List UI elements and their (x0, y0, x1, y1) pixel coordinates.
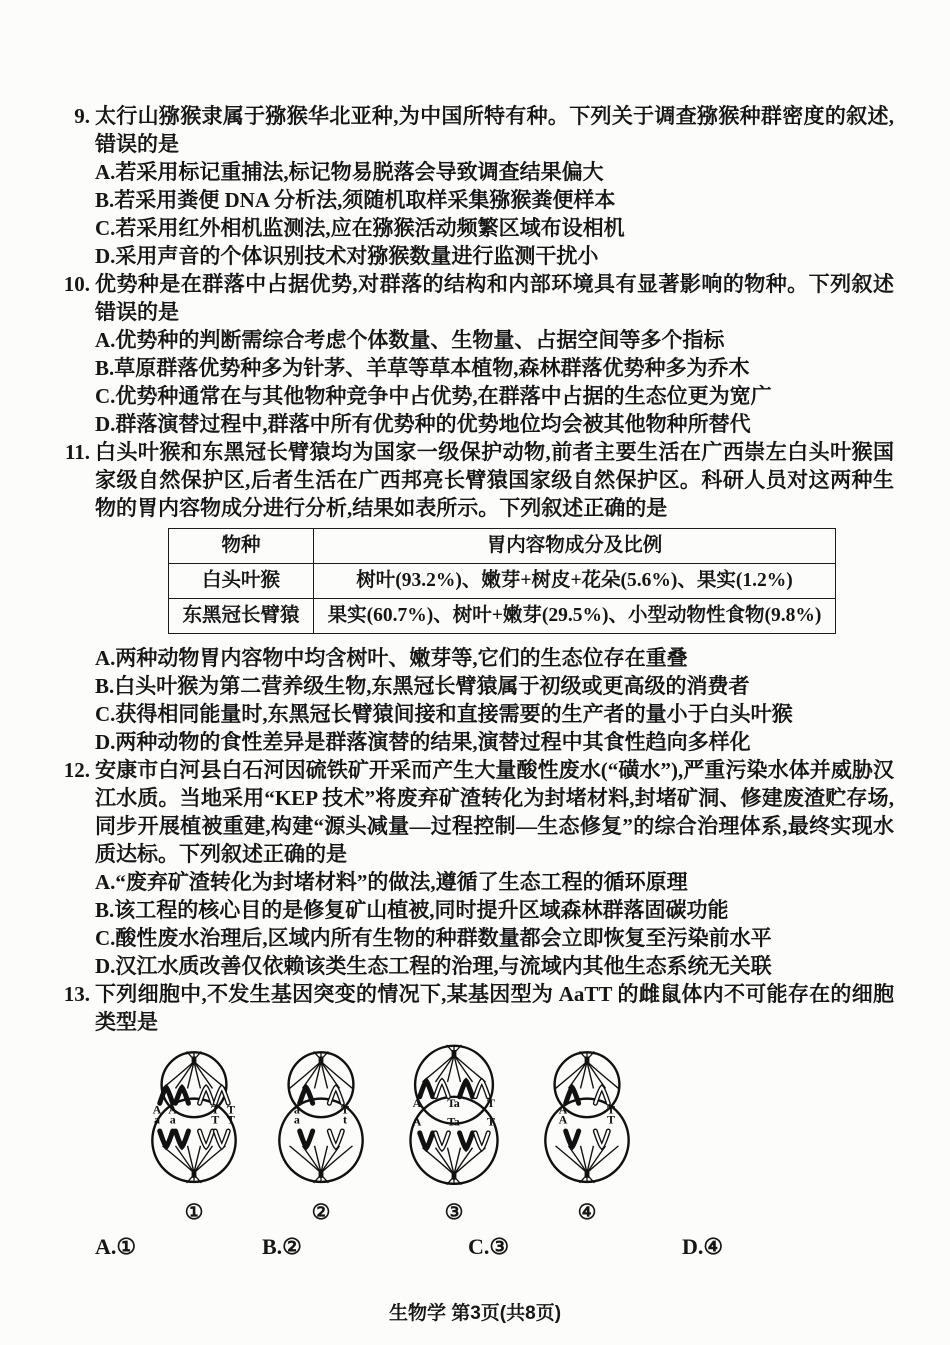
cell-diagram-label: ① (184, 1200, 204, 1224)
svg-text:a: a (153, 1112, 160, 1127)
cell-diagram-1 (138, 1044, 250, 1224)
stomach-contents-table (168, 528, 836, 634)
question-9 (0, 102, 950, 270)
option-d: D.群落演替过程中,群落中所有优势种的优势地位均会被其他物种所替代 (95, 412, 751, 436)
question-number: 11. (64, 440, 90, 464)
question-13 (0, 980, 950, 1036)
question-stem: 白头叶猴和东黑冠长臂猿均为国家一级保护动物,前者主要生活在广西崇左白头叶猴国家级自然保护区,后者生活在广西邦亮长臂猿国家级自然保护区。科研人员对这两种生物的胃内容物成分进行分析,结果如表所示。下列叙述正确的是 (95, 440, 894, 520)
option-a: A.若采用标记重捕法,标记物易脱落会导致调查结果偏大 (95, 160, 604, 184)
option-b: B.白头叶猴为第二营养级生物,东黑冠长臂猿属于初级或更高级的消费者 (95, 674, 750, 698)
option-d: D.两种动物的食性差异是群落演替的结果,演替过程中其食性趋向多样化 (95, 730, 751, 754)
svg-text:A: A (152, 1102, 162, 1117)
cell-diagram-2 (265, 1044, 377, 1224)
question-stem: 下列细胞中,不发生基因突变的情况下,某基因型为 AaTT 的雌鼠体内不可能存在的细胞类型是 (95, 982, 894, 1034)
page-footer: 生物学 第3页(共8页) (388, 1303, 562, 1324)
svg-text:T: T (211, 1102, 220, 1117)
question-number: 13. (63, 982, 90, 1006)
svg-text:a: a (293, 1102, 300, 1117)
question-number: 9. (74, 104, 90, 128)
svg-text:t: t (343, 1112, 348, 1127)
table-header-species: 物种 (169, 529, 314, 564)
cell-diagrams (138, 1044, 643, 1224)
table-header-contents: 胃内容物成分及比例 (314, 529, 836, 564)
table-cell-species: 东黑冠长臂猿 (169, 599, 314, 634)
question-stem: 优势种是在群落中占据优势,对群落的结构和内部环境具有显著影响的物种。下列叙述错误的是 (95, 272, 894, 324)
svg-text:T: T (607, 1112, 616, 1127)
cell-diagram-label: ④ (577, 1200, 597, 1224)
option-c: C.③ (468, 1234, 510, 1259)
question-stem: 太行山猕猴隶属于猕猴华北亚种,为中国所特有种。下列关于调查猕猴种群密度的叙述,错误的是 (95, 104, 894, 156)
svg-text:A: A (168, 1102, 178, 1117)
svg-text:T: T (227, 1112, 236, 1127)
svg-text:a: a (453, 1095, 460, 1110)
question-number: 12. (63, 758, 90, 782)
option-a: A.两种动物胃内容物中均含树叶、嫩芽等,它们的生态位存在重叠 (95, 646, 688, 670)
svg-text:T: T (607, 1102, 616, 1117)
question-13-answer-row (0, 1232, 950, 1268)
svg-text:a: a (293, 1112, 300, 1127)
question-stem: 安康市白河县白石河因硫铁矿开采而产生大量酸性废水(“磺水”),严重污染水体并威胁汉江水质。当地采用“KEP 技术”将废弃矿渣转化为封堵材料,封堵矿洞、修建废渣贮存场,同步开展植被重建,构建“源头减量—过程控制—生态修复”的综合治理体系,最终实现水质达标。下列叙述正确的是 (95, 758, 894, 866)
cell-diagram-label: ③ (444, 1200, 464, 1224)
option-c: C.获得相同能量时,东黑冠长臂猿间接和直接需要的生产者的量小于白头叶猴 (95, 702, 793, 726)
option-b: B.草原群落优势种多为针茅、羊草等草本植物,森林群落优势种多为乔木 (95, 356, 750, 380)
table-cell-contents: 果实(60.7%)、树叶+嫩芽(29.5%)、小型动物性食物(9.8%) (314, 599, 836, 634)
table-cell-contents: 树叶(93.2%)、嫩芽+树皮+花朵(5.6%)、果实(1.2%) (314, 564, 836, 599)
svg-text:T: T (341, 1102, 350, 1117)
svg-text:A: A (412, 1095, 422, 1110)
option-d: D.④ (682, 1234, 724, 1259)
option-b: B.② (262, 1234, 302, 1259)
svg-text:T: T (447, 1114, 456, 1129)
cell-diagram-4 (531, 1044, 643, 1224)
svg-text:A: A (558, 1102, 568, 1117)
question-10 (0, 270, 950, 438)
dividing-cell-drawing (138, 1044, 250, 1199)
svg-text:T: T (487, 1114, 496, 1129)
option-a: A.① (95, 1234, 137, 1259)
question-12 (0, 756, 950, 980)
svg-text:T: T (211, 1112, 220, 1127)
cell-diagram-3 (392, 1044, 516, 1224)
option-a: A.优势种的判断需综合考虑个体数量、生物量、占据空间等多个指标 (95, 328, 725, 352)
table-header-row (169, 529, 836, 564)
svg-text:a: a (453, 1114, 460, 1129)
svg-text:T: T (487, 1095, 496, 1110)
svg-text:A: A (558, 1112, 568, 1127)
question-number: 10. (63, 272, 90, 296)
svg-text:T: T (447, 1095, 456, 1110)
dividing-cell-drawing (392, 1044, 516, 1199)
svg-text:T: T (227, 1102, 236, 1117)
svg-text:A: A (412, 1114, 422, 1129)
option-a: A.“废弃矿渣转化为封堵材料”的做法,遵循了生态工程的循环原理 (95, 870, 688, 894)
dividing-cell-drawing (531, 1044, 643, 1199)
option-b: B.该工程的核心目的是修复矿山植被,同时提升区域森林群落固碳功能 (95, 898, 729, 922)
option-d: D.采用声音的个体识别技术对猕猴数量进行监测干扰小 (95, 244, 599, 268)
table-cell-species: 白头叶猴 (169, 564, 314, 599)
option-c: C.若采用红外相机监测法,应在猕猴活动频繁区域布设相机 (95, 216, 625, 240)
table-row (169, 564, 836, 599)
option-d: D.汉江水质改善仅依赖该类生态工程的治理,与流域内其他生态系统无关联 (95, 954, 772, 978)
option-c: C.酸性废水治理后,区域内所有生物的种群数量都会立即恢复至污染前水平 (95, 926, 772, 950)
dividing-cell-drawing (265, 1044, 377, 1199)
cell-diagram-label: ② (311, 1200, 331, 1224)
option-b: B.若采用粪便 DNA 分析法,须随机取样采集猕猴粪便样本 (95, 188, 616, 212)
question-11 (0, 438, 950, 756)
svg-text:a: a (169, 1112, 176, 1127)
option-c: C.优势种通常在与其他物种竞争中占优势,在群落中占据的生态位更为宽广 (95, 384, 772, 408)
table-row (169, 599, 836, 634)
